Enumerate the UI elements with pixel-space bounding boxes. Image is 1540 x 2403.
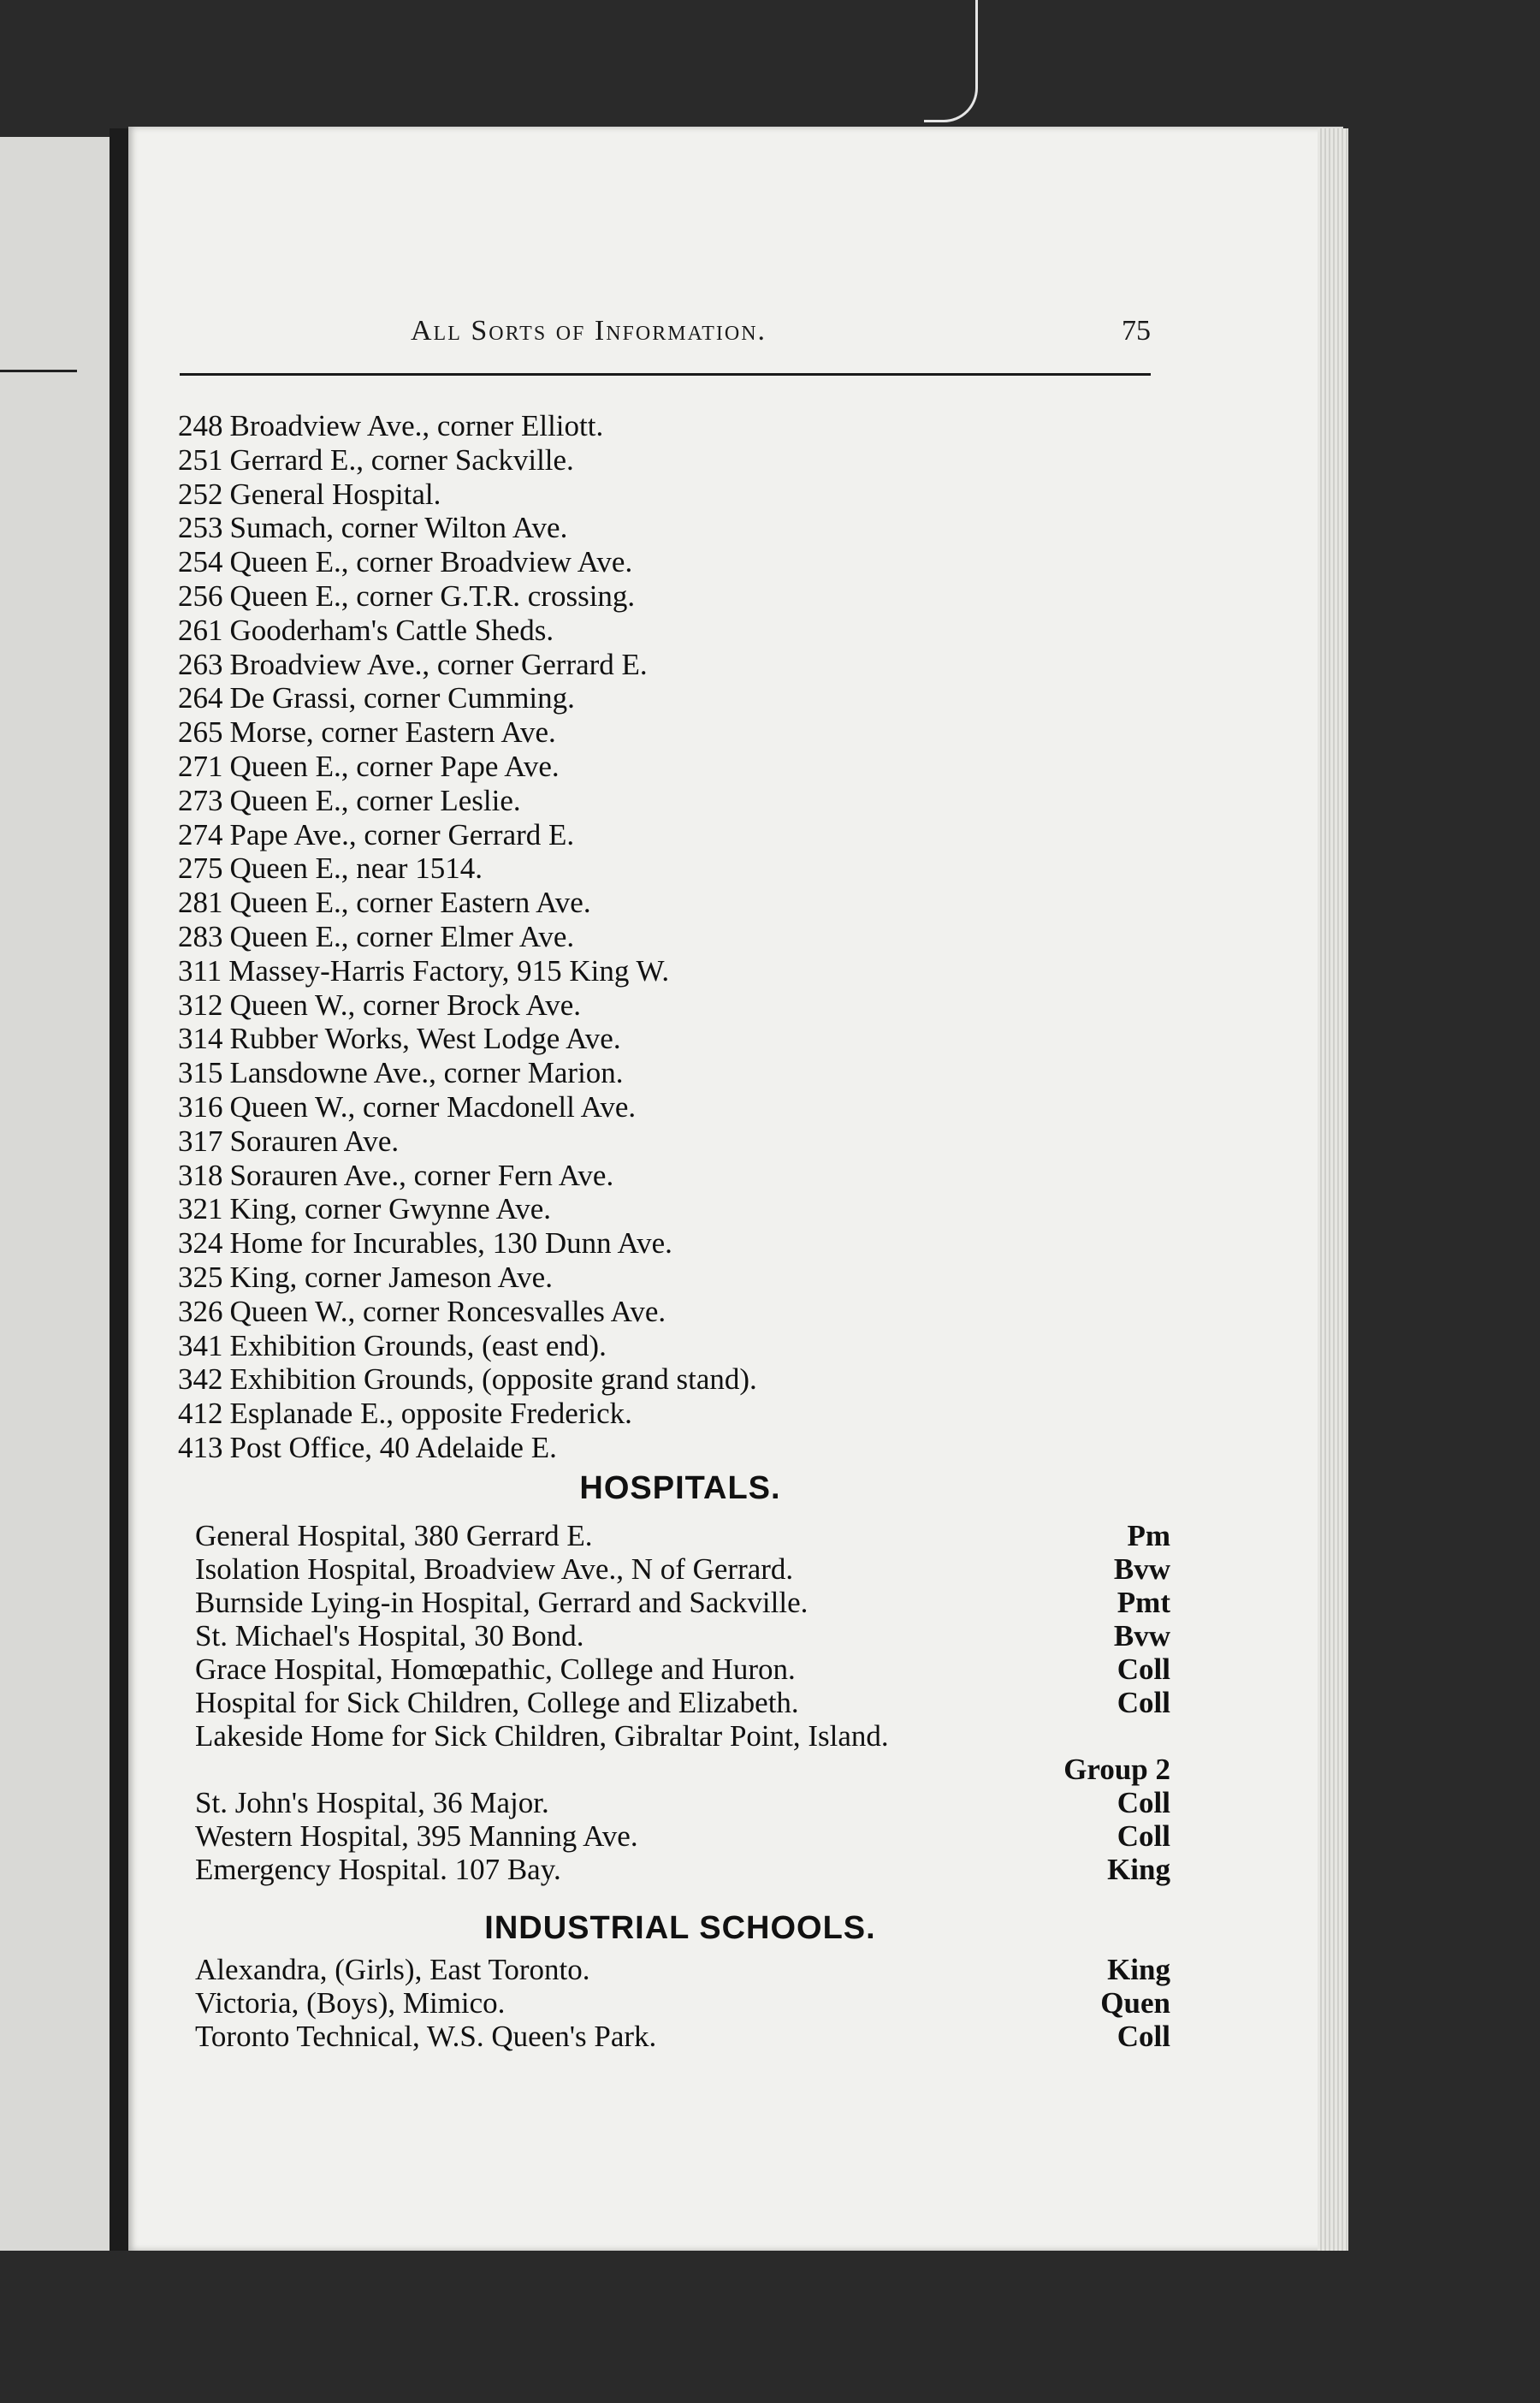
district-code: Coll — [1116, 1686, 1170, 1719]
box-location: King, corner Jameson Ave. — [229, 1260, 553, 1294]
box-location: Queen E., corner Pape Ave. — [229, 749, 560, 783]
box-number: 273 — [178, 783, 223, 817]
list-item — [178, 1124, 1162, 1159]
box-number: 274 — [178, 817, 223, 851]
box-number: 341 — [178, 1328, 223, 1362]
list-item — [195, 1953, 1170, 1986]
box-location: Sumach, corner Wilton Ave. — [229, 511, 568, 545]
list-item — [195, 1786, 1170, 1819]
running-title: All Sorts of Information. — [411, 315, 767, 347]
box-number: 251 — [178, 442, 223, 477]
box-location: Queen E., corner Leslie. — [229, 783, 521, 817]
list-item — [195, 1519, 1170, 1552]
box-location: General Hospital. — [229, 477, 441, 511]
box-number: 265 — [178, 715, 223, 750]
industrial-schools-heading: INDUSTRIAL SCHOOLS. — [484, 1910, 876, 1946]
list-item — [195, 1986, 1170, 2020]
alarm-box-list — [178, 409, 1162, 1465]
list-item — [178, 579, 1162, 614]
hospital-name: Burnside Lying-in Hospital, Gerrard and Sackville. — [195, 1586, 808, 1619]
list-item — [195, 1552, 1170, 1586]
box-location: Massey-Harris Factory, 915 King W. — [228, 953, 670, 988]
list-item — [178, 511, 1162, 545]
hospital-name: General Hospital, 380 Gerrard E. — [195, 1519, 593, 1552]
district-code: Quen — [1100, 1986, 1170, 2020]
district-code: Pm — [1127, 1519, 1170, 1552]
list-item — [178, 648, 1162, 682]
facing-page-rule — [0, 370, 77, 372]
box-location: Gerrard E., corner Sackville. — [229, 442, 574, 477]
list-item — [178, 1226, 1162, 1261]
box-number: 342 — [178, 1362, 223, 1397]
box-location: Sorauren Ave., corner Fern Ave. — [229, 1158, 614, 1192]
list-item — [178, 1090, 1162, 1124]
box-number: 314 — [178, 1022, 223, 1056]
list-item — [178, 409, 1162, 443]
hospital-name: St. John's Hospital, 36 Major. — [195, 1786, 549, 1819]
list-item — [178, 1362, 1162, 1397]
list-item — [178, 1159, 1162, 1193]
box-number: 275 — [178, 851, 223, 886]
box-number: 263 — [178, 647, 223, 681]
school-name: Alexandra, (Girls), East Toronto. — [195, 1953, 590, 1986]
box-number: 321 — [178, 1192, 223, 1226]
box-location: Queen E., near 1514. — [229, 851, 483, 886]
list-item — [178, 1261, 1162, 1295]
list-item — [178, 715, 1162, 750]
list-item — [178, 545, 1162, 579]
box-location: Queen E., corner Elmer Ave. — [229, 919, 575, 953]
box-number: 413 — [178, 1430, 223, 1464]
box-number: 261 — [178, 613, 223, 647]
list-item — [195, 1819, 1170, 1853]
list-item — [178, 1192, 1162, 1226]
list-item — [178, 851, 1162, 886]
school-name: Toronto Technical, W.S. Queen's Park. — [195, 2020, 657, 2053]
district-code: Group 2 — [1063, 1753, 1170, 1786]
box-location: Queen W., corner Macdonell Ave. — [229, 1089, 637, 1124]
industrial-schools-list — [195, 1953, 1170, 2053]
hospital-name: St. Michael's Hospital, 30 Bond. — [195, 1619, 584, 1652]
district-code: King — [1107, 1853, 1170, 1886]
list-item — [178, 443, 1162, 478]
list-item — [178, 1295, 1162, 1329]
district-code: Coll — [1116, 1786, 1170, 1819]
district-code: Bvw — [1113, 1619, 1170, 1652]
box-number: 254 — [178, 545, 223, 579]
box-number: 318 — [178, 1158, 223, 1192]
district-code: Coll — [1116, 1819, 1170, 1853]
list-item — [195, 2020, 1170, 2053]
box-location: De Grassi, corner Cumming. — [229, 681, 575, 715]
book-gutter — [110, 128, 130, 2251]
box-location: Morse, corner Eastern Ave. — [229, 715, 556, 750]
box-location: Gooderham's Cattle Sheds. — [229, 613, 554, 647]
list-item — [195, 1853, 1170, 1886]
box-number: 325 — [178, 1260, 223, 1294]
box-location: Post Office, 40 Adelaide E. — [229, 1430, 557, 1464]
facing-page — [0, 137, 111, 2251]
list-item — [178, 784, 1162, 818]
box-location: Broadview Ave., corner Elliott. — [229, 409, 604, 442]
box-number: 315 — [178, 1056, 223, 1090]
box-number: 324 — [178, 1226, 223, 1261]
list-item — [178, 681, 1162, 715]
list-item — [178, 920, 1162, 954]
district-code: Bvw — [1113, 1552, 1170, 1586]
hospital-name: Isolation Hospital, Broadview Ave., N of Gerrard. — [195, 1552, 794, 1586]
box-number: 256 — [178, 578, 223, 613]
list-item — [178, 988, 1162, 1023]
list-item — [195, 1652, 1170, 1686]
box-number: 264 — [178, 681, 223, 715]
box-number: 317 — [178, 1124, 223, 1158]
list-item — [195, 1719, 1170, 1786]
box-number: 271 — [178, 749, 223, 783]
hospital-name: Lakeside Home for Sick Children, Gibraltar Point, Island. — [195, 1719, 889, 1753]
box-location: Rubber Works, West Lodge Ave. — [229, 1022, 621, 1056]
box-number: 316 — [178, 1089, 223, 1124]
box-location: Lansdowne Ave., corner Marion. — [229, 1056, 624, 1090]
box-location: Exhibition Grounds, (opposite grand stand). — [229, 1362, 757, 1397]
list-item — [178, 1329, 1162, 1363]
page-number: 75 — [1122, 315, 1151, 347]
box-number: 253 — [178, 511, 223, 545]
list-item — [178, 818, 1162, 852]
box-number: 248 — [178, 409, 223, 442]
box-location: Home for Incurables, 130 Dunn Ave. — [229, 1226, 672, 1261]
list-item — [195, 1686, 1170, 1719]
hospital-name: Western Hospital, 395 Manning Ave. — [195, 1819, 638, 1853]
box-number: 283 — [178, 919, 223, 953]
box-location: Exhibition Grounds, (east end). — [229, 1328, 607, 1362]
box-location: Queen E., corner G.T.R. crossing. — [229, 578, 636, 613]
box-location: Pape Ave., corner Gerrard E. — [229, 817, 575, 851]
box-location: Queen W., corner Brock Ave. — [229, 988, 581, 1022]
district-code: Coll — [1116, 1652, 1170, 1686]
district-code: Pmt — [1116, 1586, 1170, 1619]
list-item — [195, 1586, 1170, 1619]
hospital-name: Grace Hospital, Homœpathic, College and Huron. — [195, 1652, 796, 1686]
box-location: Broadview Ave., corner Gerrard E. — [229, 647, 648, 681]
box-location: Queen E., corner Eastern Ave. — [229, 886, 591, 920]
list-item — [178, 1397, 1162, 1431]
district-code: Coll — [1116, 2020, 1170, 2053]
list-item — [178, 1056, 1162, 1090]
list-item — [178, 954, 1162, 988]
box-location: King, corner Gwynne Ave. — [229, 1192, 551, 1226]
hospital-name: Hospital for Sick Children, College and Elizabeth. — [195, 1686, 799, 1719]
box-number: 326 — [178, 1294, 223, 1328]
box-number: 311 — [178, 953, 222, 988]
box-location: Sorauren Ave. — [229, 1124, 400, 1158]
box-location: Queen E., corner Broadview Ave. — [229, 545, 633, 579]
box-number: 252 — [178, 477, 223, 511]
box-location: Queen W., corner Roncesvalles Ave. — [229, 1294, 666, 1328]
list-item — [178, 478, 1162, 512]
hospitals-list — [195, 1519, 1170, 1886]
box-number: 312 — [178, 988, 223, 1022]
district-code: King — [1107, 1953, 1170, 1986]
list-item — [178, 886, 1162, 920]
box-number: 412 — [178, 1397, 223, 1431]
scanner-cord — [924, 0, 978, 122]
list-item — [178, 1431, 1162, 1465]
list-item — [178, 1022, 1162, 1056]
school-name: Victoria, (Boys), Mimico. — [195, 1986, 506, 2020]
list-item — [178, 614, 1162, 648]
box-location: Esplanade E., opposite Frederick. — [229, 1397, 632, 1431]
hospitals-heading: HOSPITALS. — [579, 1470, 781, 1506]
list-item — [178, 750, 1162, 784]
box-number: 281 — [178, 886, 223, 920]
running-head — [180, 315, 1151, 366]
page-stack-edge — [1318, 128, 1348, 2251]
hospital-name: Emergency Hospital. 107 Bay. — [195, 1853, 561, 1886]
list-item — [195, 1619, 1170, 1652]
header-rule — [180, 373, 1151, 376]
